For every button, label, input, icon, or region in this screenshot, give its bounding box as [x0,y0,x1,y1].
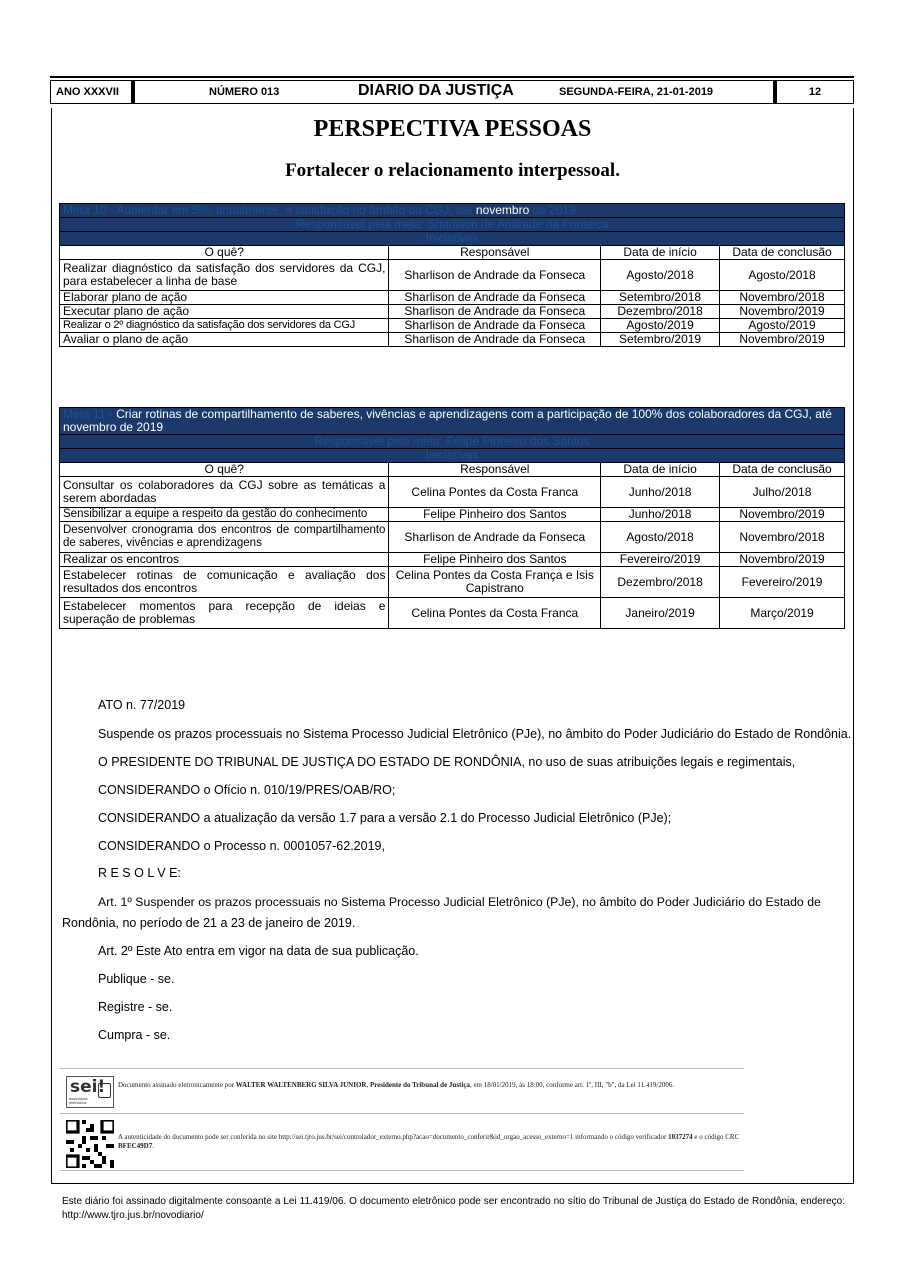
cell-inicio: Junho/2018 [601,508,720,522]
journal-header [50,76,854,106]
meta11-title: Meta 11 - Criar rotinas de compartilhamento de saberes, vivências e aprendizagens com a participação de 100% dos colaboradores da CGJ, até novembro de 2019 [60,408,845,435]
page-footer: Este diário foi assinado digitalmente consoante a Lei 11.419/06. O documento eletrônico pode ser encontrado no sítio do Tribunal de Justiça do Estado de Rondônia, endereço: http://www.tjro.jus.br/novodiario/ [62,1196,845,1221]
col-header-inicio: Data de início [601,246,720,260]
cell-responsavel: Felipe Pinheiro dos Santos [389,553,601,567]
col-header-conclusao: Data de conclusão [720,246,845,260]
cell-responsavel: Sharlison de Andrade da Fonseca [389,260,601,291]
cell-oque: Executar plano de ação [60,305,389,319]
cell-inicio: Setembro/2018 [601,291,720,305]
ato-presidente: O PRESIDENTE DO TRIBUNAL DE JUSTIÇA DO ESTADO DE RONDÔNIA, no uso de suas atribuições legais e regimentais, [98,755,796,769]
col-header-responsavel: Responsável [389,463,601,477]
cell-inicio: Setembro/2019 [601,333,720,347]
cell-oque: Realizar diagnóstico da satisfação dos servidores da CGJ, para estabelecer a linha de base [60,260,389,291]
cell-inicio: Fevereiro/2019 [601,553,720,567]
cell-conclusao: Agosto/2018 [720,260,845,291]
ato-number: ATO n. 77/2019 [98,698,186,712]
issue-number: NÚMERO 013 [209,86,280,98]
cell-conclusao: Novembro/2018 [720,291,845,305]
cell-conclusao: Agosto/2019 [720,319,845,333]
ato-cumpra: Cumpra - se. [98,1028,171,1042]
cell-conclusao: Novembro/2019 [720,305,845,319]
cell-responsavel: Celina Pontes da Costa Franca [389,598,601,629]
table-row [60,291,845,305]
cell-oque: Realizar o 2º diagnóstico da satisfação dos servidores da CGJ [60,319,389,333]
cell-responsavel: Sharlison de Andrade da Fonseca [389,305,601,319]
table-row [60,477,845,508]
cell-conclusao: Novembro/2019 [720,333,845,347]
ato-art1-line2: Rondônia, no período de 21 a 23 de janeiro de 2019. [62,916,356,930]
table-row [60,319,845,333]
col-header-conclusao: Data de conclusão [720,463,845,477]
cell-conclusao: Março/2019 [720,598,845,629]
table-row [60,260,845,291]
journal-title: DIARIO DA JUSTIÇA [358,82,514,99]
signature-bottom-rule [60,1170,744,1171]
cell-inicio: Dezembro/2018 [601,305,720,319]
cell-responsavel: Celina Pontes da Costa França e Isis Capistrano [389,567,601,598]
page-number: 12 [773,81,853,103]
cell-responsavel: Sharlison de Andrade da Fonseca [389,333,601,347]
cell-oque: Estabelecer rotinas de comunicação e avaliação dos resultados dos encontros [60,567,389,598]
col-header-inicio: Data de início [601,463,720,477]
ato-considerando-2: CONSIDERANDO a atualização da versão 1.7 para a versão 2.1 do Processo Judicial Eletrônico (PJe); [98,811,672,825]
ato-considerando-3: CONSIDERANDO o Processo n. 0001057-62.2019, [98,839,385,853]
signature-mid-rule [60,1113,744,1114]
ato-resolve: R E S O L V E: [98,866,181,880]
table-row [60,553,845,567]
signature-top-rule [60,1068,744,1069]
sei-logo-sub: assinatura eletrônica [69,1096,88,1105]
cell-conclusao: Julho/2018 [720,477,845,508]
signature-text: Documento assinado eletronicamente por WALTER WALTENBERG SILVA JUNIOR, Presidente do Tribunal de Justiça, em 18/01/2019, às 18:00, conforme art. 1º, III, "b", da Lei 11.419/2006. [118,1081,675,1089]
table-row [60,305,845,319]
ato-art1-line1: Art. 1º Suspender os prazos processuais no Sistema Processo Judicial Eletrônico (PJe), no âmbito do Poder Judiciário do Estado de [98,895,821,909]
cell-oque: Elaborar plano de ação [60,291,389,305]
table-row [60,508,845,522]
cell-conclusao: Novembro/2019 [720,553,845,567]
cell-oque: Realizar os encontros [60,553,389,567]
ato-registre: Registre - se. [98,1000,173,1014]
meta11-table [59,407,845,629]
cell-conclusao: Novembro/2018 [720,522,845,553]
ato-ementa: Suspende os prazos processuais no Sistema Processo Judicial Eletrônico (PJe), no âmbito do Poder Judiciário do Estado de Rondônia. [98,727,852,741]
cell-oque: Sensibilizar a equipe a respeito da gestão do conhecimento [60,508,389,522]
meta10-responsavel: Responsável pela meta: Sharlison de Andrade da Fonseca [60,218,845,232]
sei-logo-text: sei! [70,1077,106,1097]
section-title: PERSPECTIVA PESSOAS [313,116,592,142]
cell-oque: Estabelecer momentos para recepção de ideias e superação de problemas [60,598,389,629]
year-label: ANO XXXVII [51,81,135,103]
col-header-oque: O quê? [60,246,389,260]
ato-art2: Art. 2º Este Ato entra em vigor na data de sua publicação. [98,944,419,958]
cell-conclusao: Novembro/2019 [720,508,845,522]
cell-inicio: Dezembro/2018 [601,567,720,598]
ato-publique: Publique - se. [98,972,175,986]
meta10-title: Meta 10 - Aumentar em 5%, anualmente, a satisfação no âmbito da CGJ, até novembro de 2019 [60,204,845,218]
table-row [60,567,845,598]
cell-responsavel: Sharlison de Andrade da Fonseca [389,319,601,333]
cell-oque: Desenvolver cronograma dos encontros de compartilhamento de saberes, vivências e aprendizagens [60,522,389,553]
authenticity-text: A autenticidade do documento pode ser conferida no site http://sei.tjro.jus.br/sei/controlador_externo.php?acao=documento_conferir&id_orgao_acesso_externo=1 informando o código verificador 1037274 e o código CRC BFEC49D7. [118,1133,740,1150]
table-row [60,522,845,553]
cell-responsavel: Felipe Pinheiro dos Santos [389,508,601,522]
cell-responsavel: Celina Pontes da Costa Franca [389,477,601,508]
meta11-iniciativas: Iniciativas [60,449,845,463]
cell-inicio: Janeiro/2019 [601,598,720,629]
cell-inicio: Agosto/2018 [601,260,720,291]
cell-responsavel: Sharlison de Andrade da Fonseca [389,522,601,553]
cell-oque: Avaliar o plano de ação [60,333,389,347]
table-row [60,598,845,629]
col-header-responsavel: Responsável [389,246,601,260]
ato-considerando-1: CONSIDERANDO o Ofício n. 010/19/PRES/OAB/RO; [98,783,396,797]
cell-inicio: Agosto/2018 [601,522,720,553]
col-header-oque: O quê? [60,463,389,477]
section-subtitle: Fortalecer o relacionamento interpessoal. [285,160,620,181]
qr-code-icon [66,1120,114,1168]
table-row [60,333,845,347]
sei-seal-logo [66,1076,114,1108]
cell-oque: Consultar os colaboradores da CGJ sobre as temáticas a serem abordadas [60,477,389,508]
cell-inicio: Agosto/2019 [601,319,720,333]
lock-icon [98,1083,111,1098]
cell-inicio: Junho/2018 [601,477,720,508]
meta11-responsavel: Responsável pela meta: Felipe Pinheiro dos Santos [60,435,845,449]
meta10-iniciativas: Iniciativas [60,232,845,246]
header-top-rule [50,76,854,78]
header-row [50,80,854,104]
cell-responsavel: Sharlison de Andrade da Fonseca [389,291,601,305]
cell-conclusao: Fevereiro/2019 [720,567,845,598]
issue-date: SEGUNDA-FEIRA, 21-01-2019 [559,86,714,98]
meta10-table [59,203,845,347]
